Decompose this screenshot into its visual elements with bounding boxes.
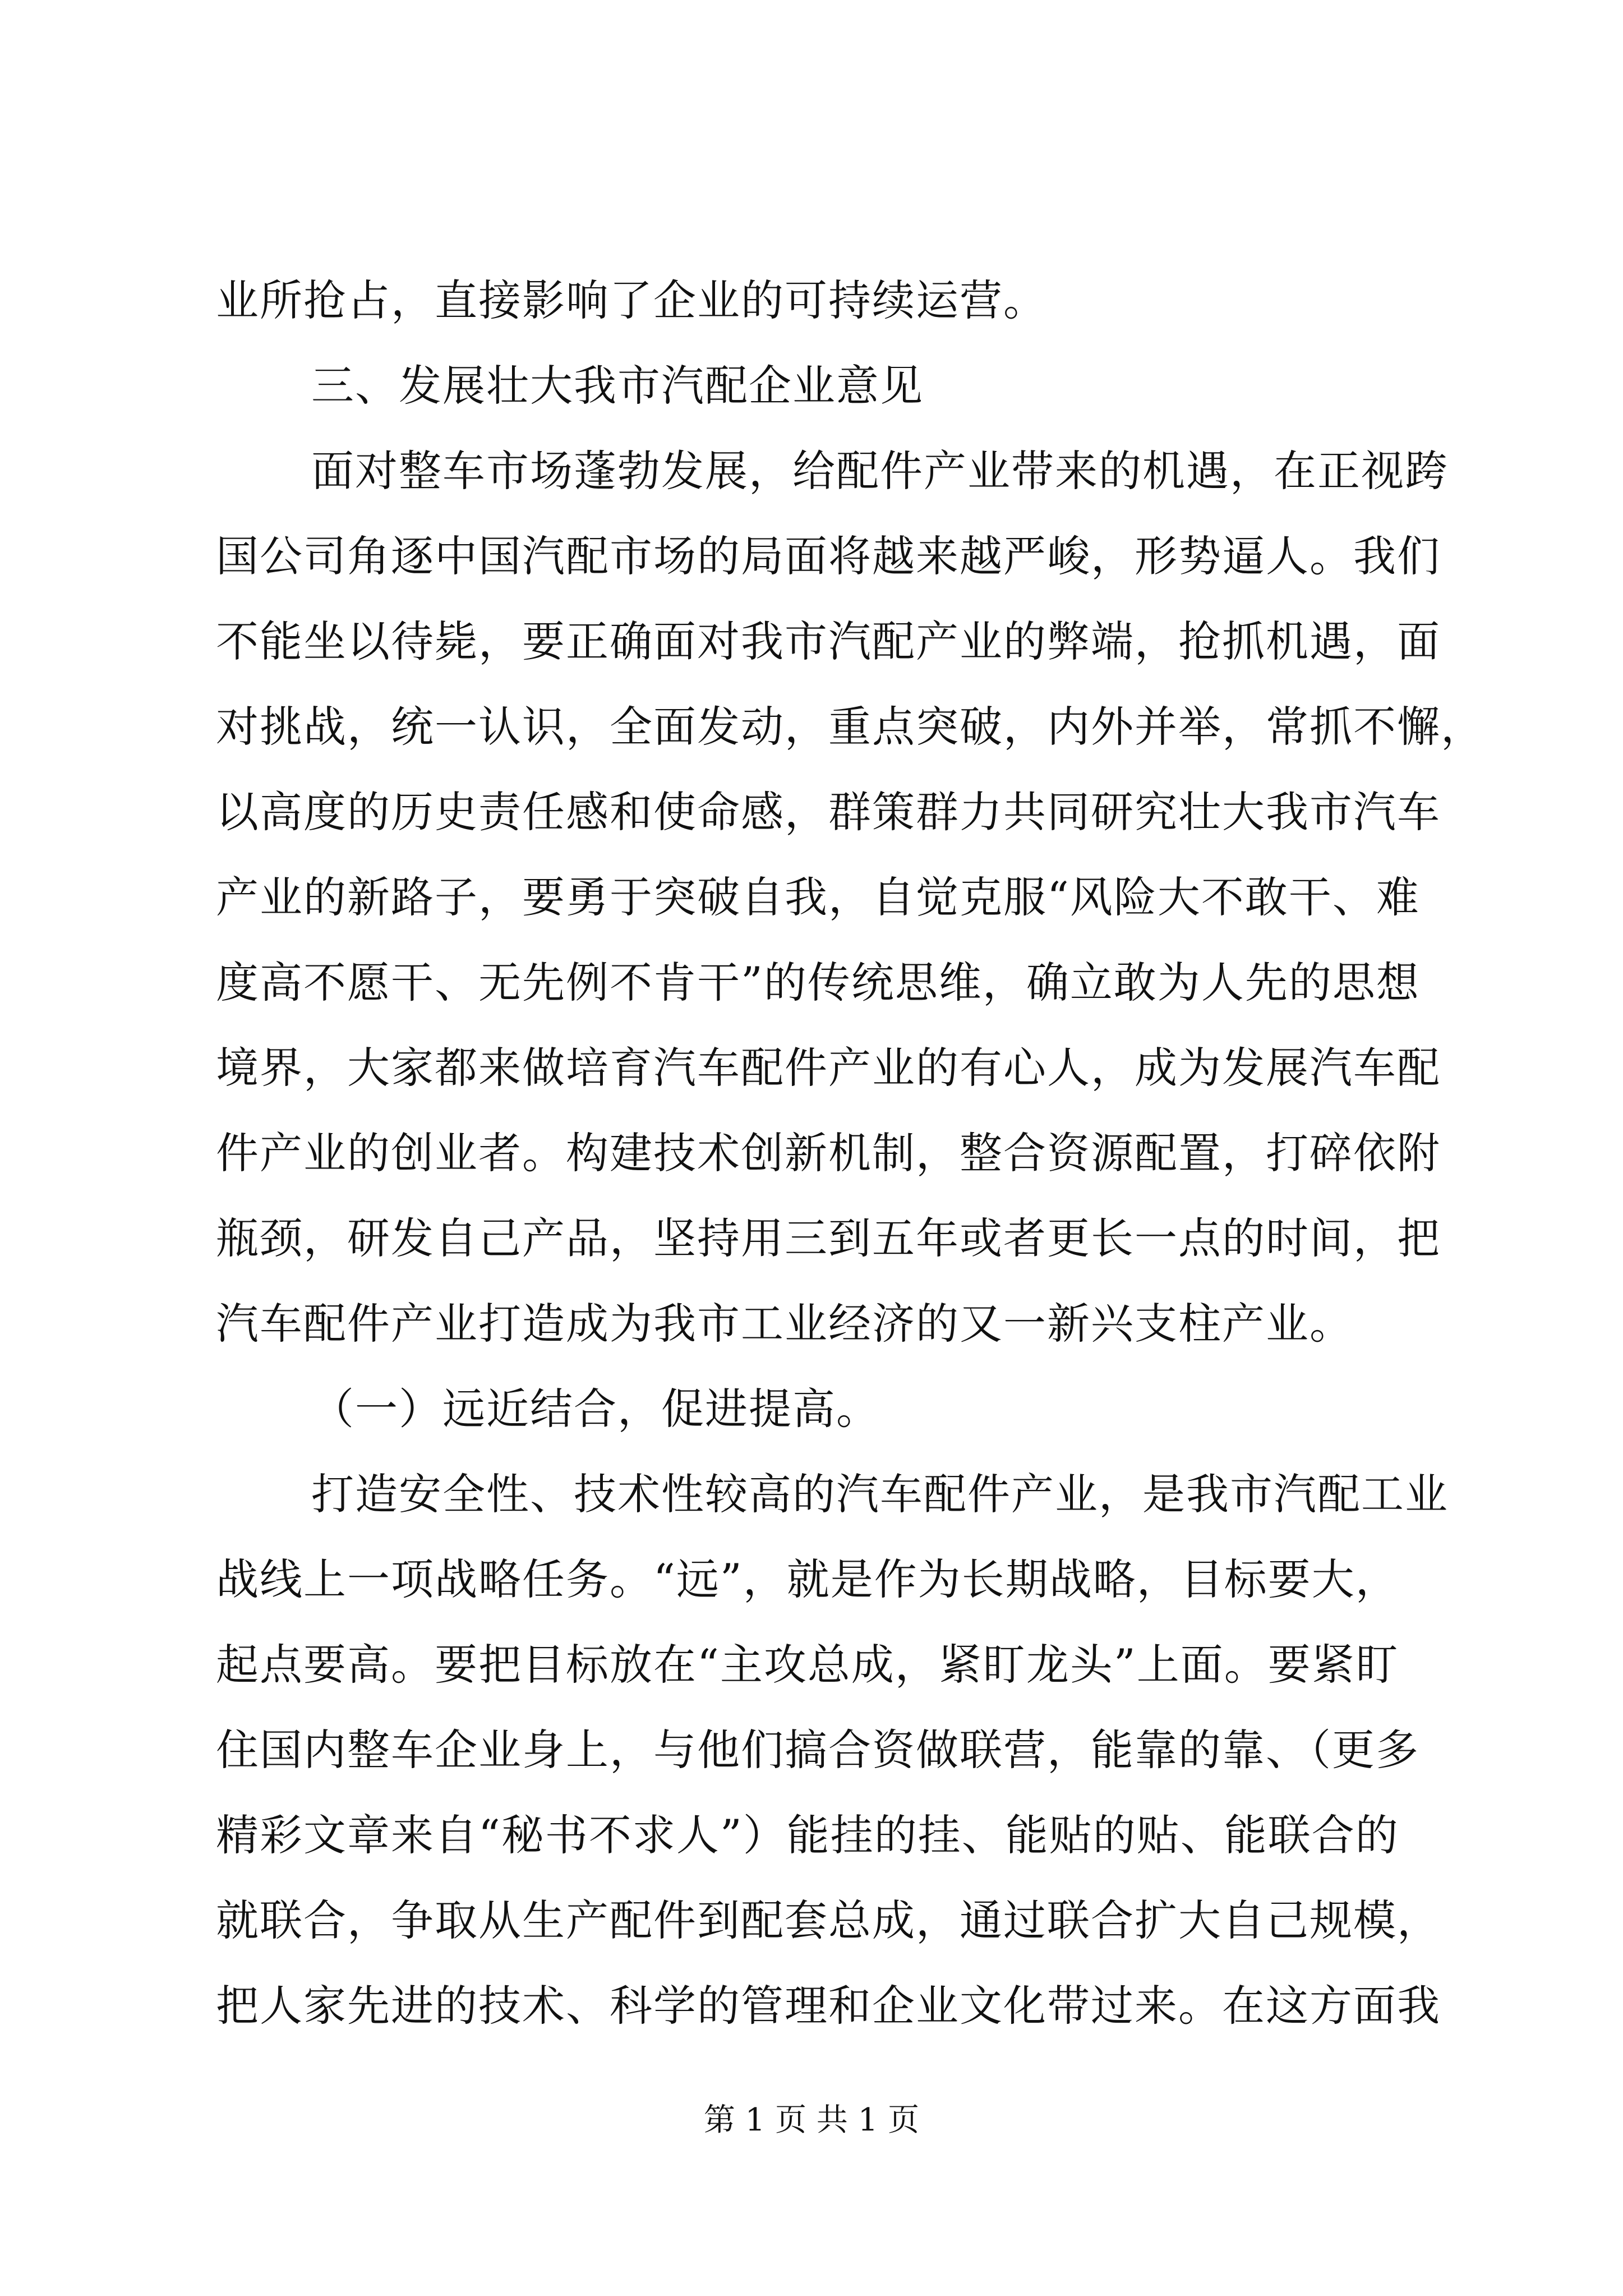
text-line: 国公司角逐中国汽配市场的局面将越来越严峻，形势逼人。我们 (216, 531, 1441, 581)
text-line: 把人家先进的技术、科学的管理和企业文化带过来。在这方面我 (216, 1981, 1441, 2031)
text-line: 不能坐以待毙，要正确面对我市汽配产业的弊端，抢抓机遇，面 (216, 616, 1441, 666)
section-heading: 三、发展壮大我市汽配企业意见 (311, 361, 924, 411)
text-line: 就联合，争取从生产配件到配套总成，通过联合扩大自己规模， (216, 1895, 1441, 1945)
text-line: 产业的新路子，要勇于突破自我，自觉克服“风险大不敢干、难 (216, 872, 1420, 922)
text-line: 住国内整车企业身上，与他们搞合资做联营，能靠的靠、（更多 (216, 1725, 1419, 1775)
text-line: 度高不愿干、无先例不肯干”的传统思维，确立敢为人先的思想 (216, 958, 1420, 1007)
body-text (216, 258, 1484, 2049)
text-line: 汽车配件产业打造成为我市工业经济的又一新兴支柱产业。 (216, 1299, 1353, 1349)
text-line: 对挑战，统一认识，全面发动，重点突破，内外并举，常抓不懈， (216, 702, 1484, 752)
page-number-footer: 第 1 页 共 1 页 (703, 2102, 920, 2138)
subsection-heading: （一）远近结合，促进提高。 (311, 1384, 880, 1434)
text-line: 起点要高。要把目标放在“主攻总成，紧盯龙头”上面。要紧盯 (216, 1640, 1399, 1690)
text-line: 以高度的历史责任感和使命感，群策群力共同研究壮大我市汽车 (216, 787, 1441, 837)
text-line: 业所抢占，直接影响了企业的可持续运营。 (216, 275, 1047, 325)
text-line: 境界，大家都来做培育汽车配件产业的有心人，成为发展汽车配 (216, 1043, 1441, 1093)
text-line: 打造安全性、技术性较高的汽车配件产业，是我市汽配工业 (311, 1469, 1449, 1519)
text-line: 件产业的创业者。构建技术创新机制，整合资源配置，打碎依附 (216, 1128, 1441, 1178)
text-line: 瓶颈，研发自己产品，坚持用三到五年或者更长一点的时间，把 (216, 1213, 1441, 1263)
text-line: 面对整车市场蓬勃发展，给配件产业带来的机遇，在正视跨 (311, 446, 1449, 496)
text-line: 精彩文章来自“秘书不求人”）能挂的挂、能贴的贴、能联合的 (216, 1810, 1399, 1860)
text-line: 战线上一项战略任务。“远”，就是作为长期战略，目标要大， (216, 1554, 1399, 1604)
